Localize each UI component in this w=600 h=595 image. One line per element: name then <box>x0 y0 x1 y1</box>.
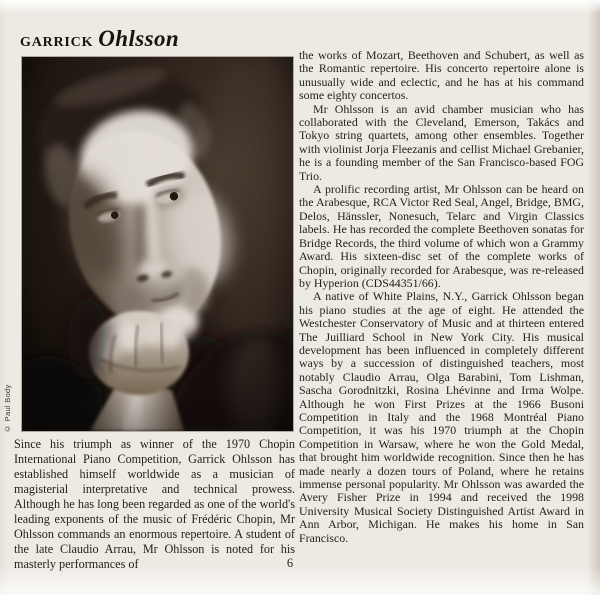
page-number: 6 <box>286 556 294 570</box>
page-title <box>20 26 179 52</box>
artist-first-name: GARRICK <box>20 35 94 50</box>
bio-paragraph: A native of White Plains, N.Y., Garrick Ohlsson began his piano studies at the age of eight. He attended the Westchester Conservatory of Music and at thirteen entered The Juilliard School in New York City. His musical development has been influenced in completely different ways by a succession of distinguished teachers, most notably Claudio Arrau, Olga Barabini, Tom Lishman, Sascha Gorodnitzki, Rosina Lhévinne and Irma Wolpe. Although he won First Prizes at the 1966 Busoni Competition in Italy and the 1968 Montréal Piano Competition, it was his 1970 triumph at the Chopin Competition in Warsaw, where he won the Gold Medal, that brought him worldwide recognition. Since then he has made nearly a dozen tours of Poland, where he retains immense personal popularity. Mr Ohlsson was awarded the Avery Fisher Prize in 1994 and received the 1998 University Musical Society Distinguished Artist Award in Ann Arbor, Michigan. He makes his home in San Francisco. <box>299 289 584 545</box>
intro-paragraph: Since his triumph as winner of the 1970 Chopin International Piano Competition, Garrick Ohlsson has established himself worldwide as a musician of magisterial interpretative and technical prowess. Although he has long been regarded as one of the world's leading exponents of the music of Frédéric Chopin, Mr Ohlsson commands an enormous repertoire. A student of the late Claudio Arrau, Mr Ohlsson is noted for his masterly performances of <box>14 437 295 571</box>
bio-paragraph: A prolific recording artist, Mr Ohlsson can be heard on the Arabesque, RCA Victor Red Seal, Angel, Bridge, BMG, Delos, Hänssler, Nonesuch, Telarc and Virgin Classics labels. He has recorded the complete Beethoven sonatas for Bridge Records, the third volume of which won a Grammy Award. His sixteen-disc set of the complete works of Chopin, originally recorded for Arabesque, was re-released by Hyperion (CDS44351/66). <box>299 182 584 290</box>
left-text-column <box>14 437 295 572</box>
bio-paragraph: the works of Mozart, Beethoven and Schubert, as well as the Romantic repertoire. His concerto repertoire alone is unusually wide and eclectic, and he has at his command some eighty concertos. <box>299 48 584 103</box>
portrait-photo <box>22 57 293 431</box>
photo-credit: © Paul Body <box>3 384 12 433</box>
right-text-column <box>299 49 584 545</box>
artist-last-name: Ohlsson <box>98 26 180 51</box>
photo-vignette <box>22 57 293 431</box>
bio-paragraph: Mr Ohlsson is an avid chamber musician who has collaborated with the Cleveland, Emerson, Takács and Tokyo string quartets, among other ensembles. Together with violinist Jorja Fleezanis and cellist Michael Grebanier, he is a founding member of the San Francisco-based FOG Trio. <box>299 101 584 183</box>
portrait-photo-illustration <box>22 57 293 431</box>
